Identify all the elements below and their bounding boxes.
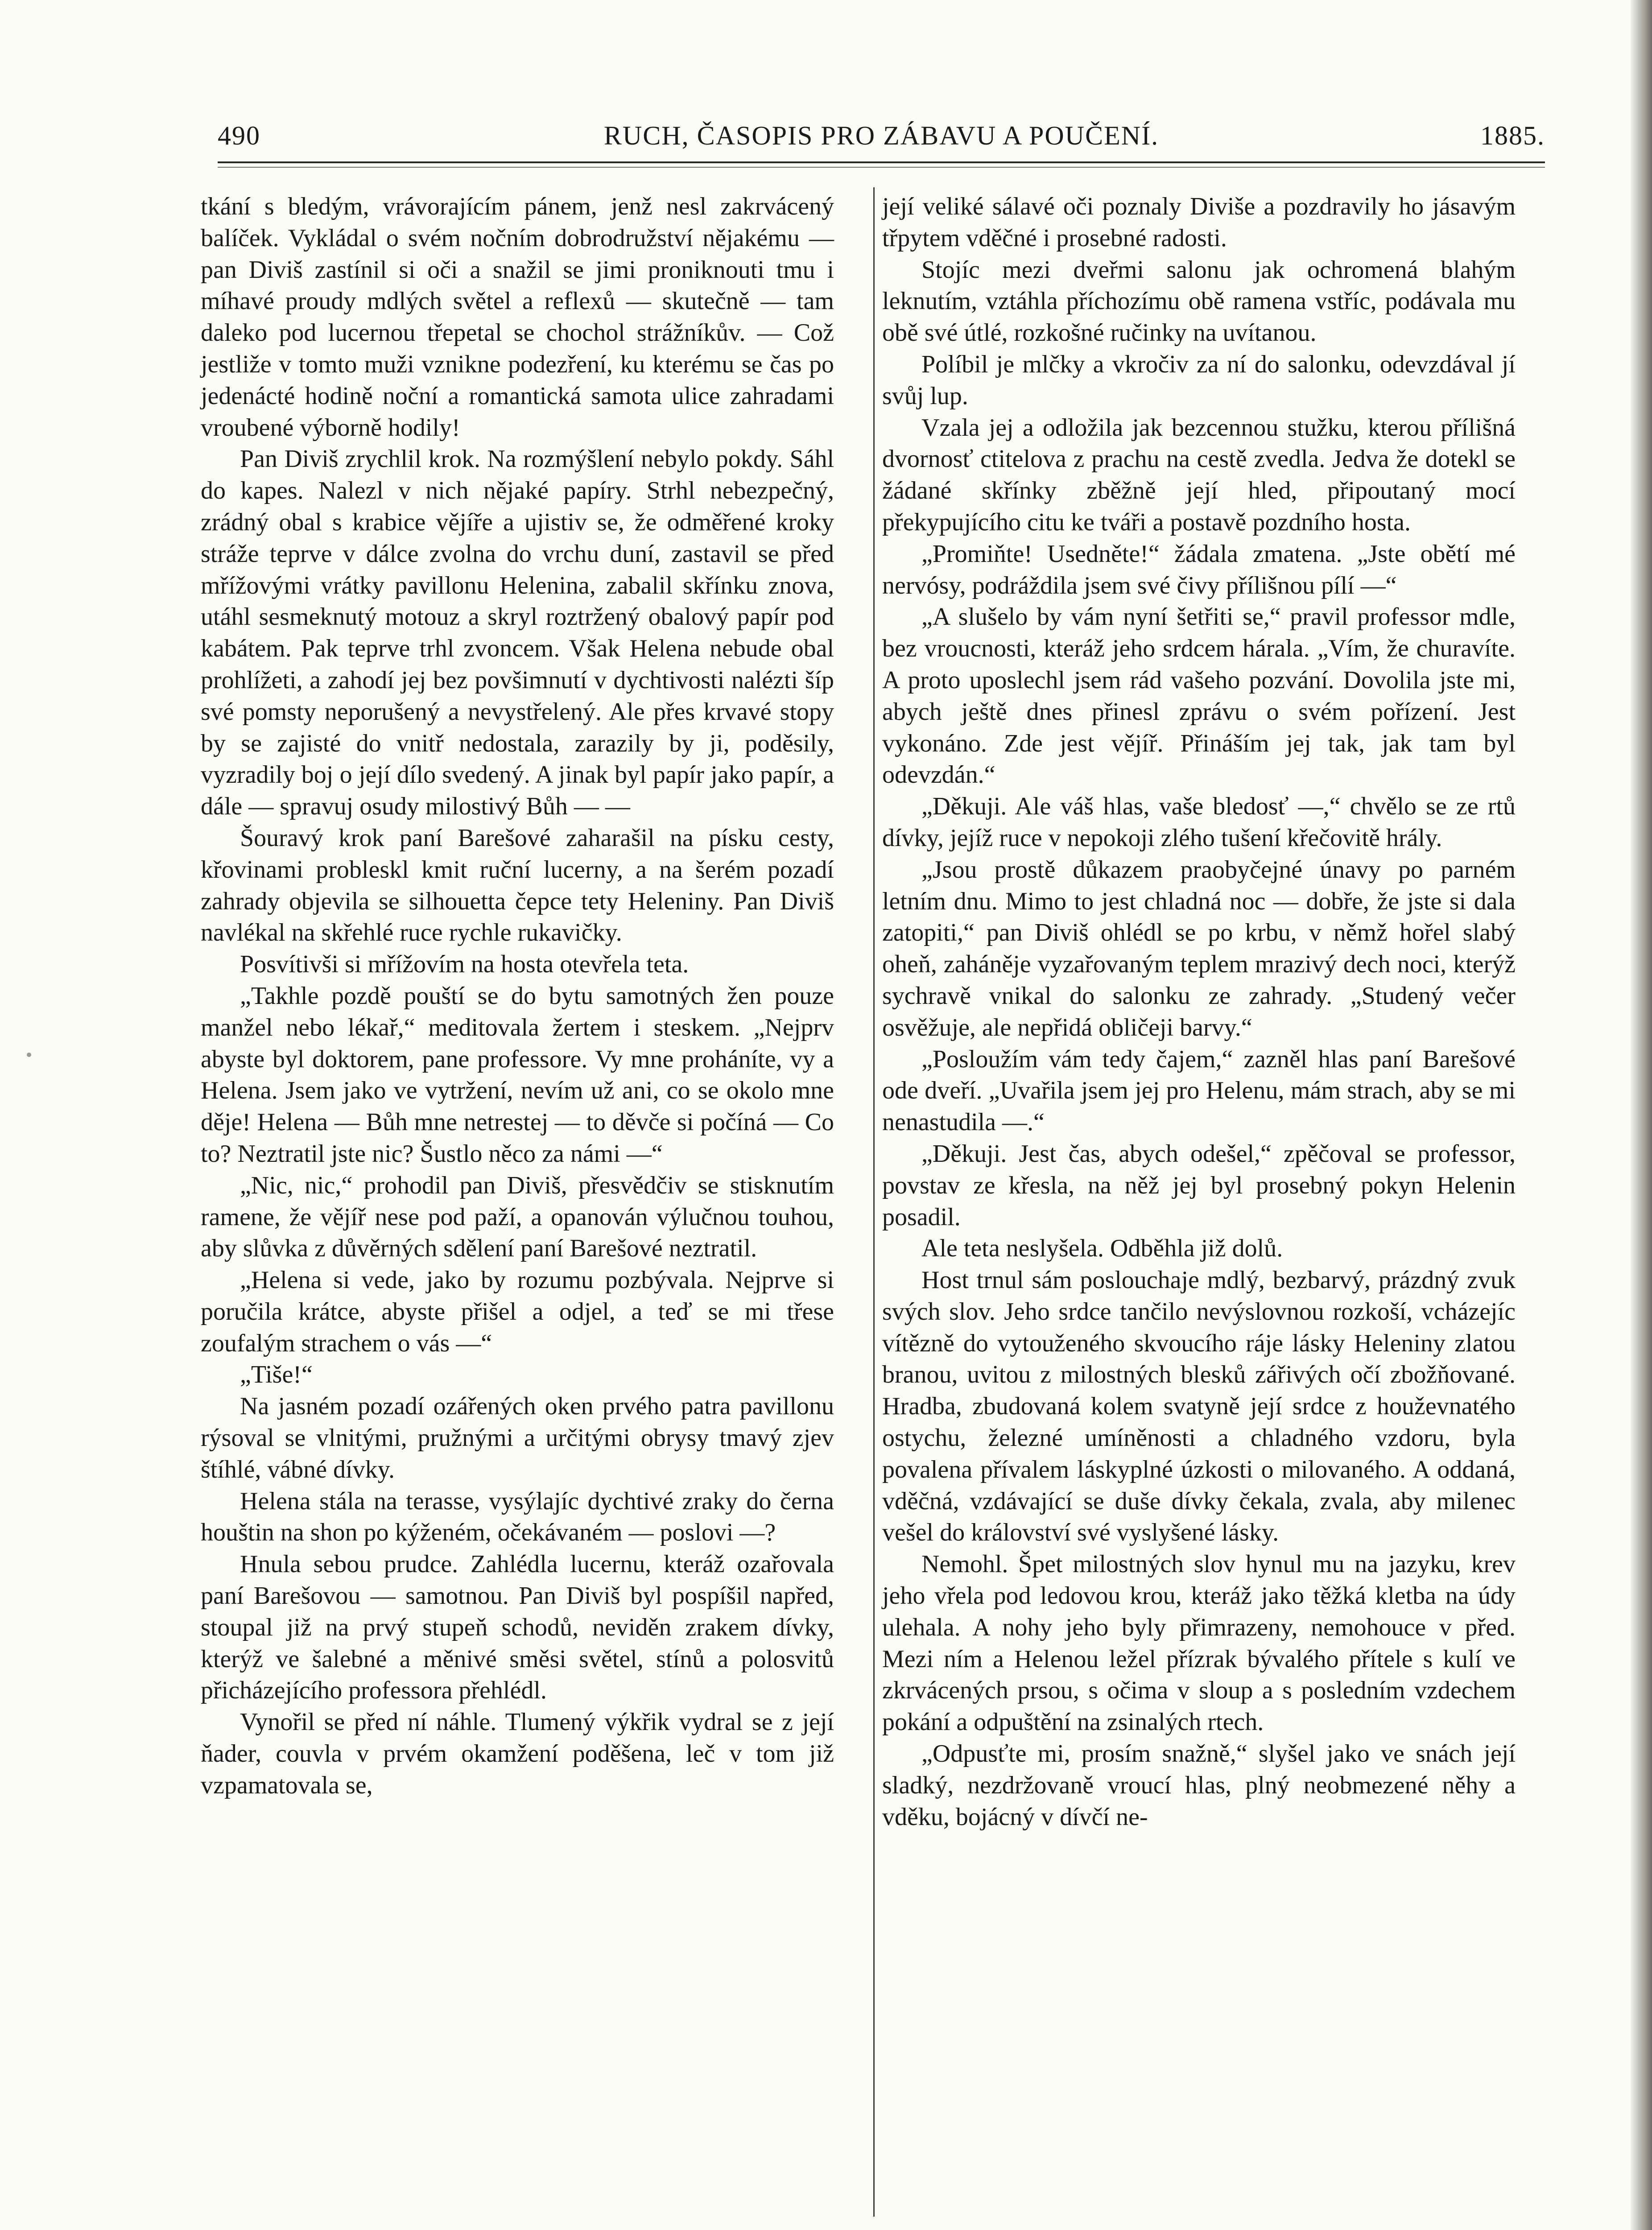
running-header: [218, 120, 1545, 161]
paragraph: „Odpusťte mi, prosím snažně,“ slyšel jako ve snách její sladký, nezdržovaně vroucí hlas, plný neobmezené něhy a vděku, bojácný v dívčí ne-: [882, 1740, 1516, 1831]
paragraph: Nemohl. Špet milostných slov hynul mu na jazyku, krev jeho vřela pod ledovou krou, kteráž jako těžká kletba na údy ulehala. A nohy jeho byly přimrazeny, nemohouce v před. Mezi ním a Helenou ležel přízrak bývalého přítele s kulí ve zkrvácených prsou, s očima v sloup a s posledním vzdechem pokání a odpuštění na zsinalých rtech.: [882, 1550, 1516, 1736]
paragraph: Na jasném pozadí ozářených oken prvého patra pavillonu rýsoval se vlnitými, pružnými a určitými obrysy tmavý zjev štíhlé, vábné dívky.: [201, 1392, 834, 1483]
publication-year: 1885.: [1480, 121, 1545, 150]
paragraph: „Posloužím vám tedy čajem,“ zazněl hlas paní Barešové ode dveří. „Uvařila jsem jej pro Helenu, mám strach, aby se mi nenastudila —.“: [882, 1045, 1516, 1136]
paragraph: Vzala jej a odložila jak bezcennou stužku, kterou přílišná dvornosť ctitelova z prachu na cestě zvedla. Jedva že dotekl se žádané skřínky zběžně její hled, připoutaný mocí překypujícího citu ke tváři a postavě pozdního hosta.: [882, 413, 1516, 536]
paragraph: „Promiňte! Usedněte!“ žádala zmatena. „Jste obětí mé nervósy, podráždila jsem své čivy přílišnou pílí —“: [882, 540, 1516, 599]
scan-speck: [27, 1053, 31, 1057]
right-column: [882, 191, 1516, 1833]
page-number: 490: [218, 121, 260, 150]
paragraph: „Jsou prostě důkazem praobyčejné únavy po parném letním dnu. Mimo to jest chladná noc — dobře, že jste si dala zatopiti,“ pan Diviš ohlédl se po krbu, v němž hořel slabý oheň, zaháněje vyzařovaným teplem mrazivý dech noci, kterýž sychravě vnikal do salonku ze zahrady. „Studený večer osvěžuje, ale nepřidá obličeji barvy.“: [882, 855, 1516, 1041]
column-divider: [873, 187, 875, 2217]
paragraph: „Takhle pozdě pouští se do bytu samotných žen pouze manžel nebo lékař,“ meditovala žertem i steskem. „Nejprv abyste byl doktorem, pane professore. Vy mne proháníte, vy a Helena. Jsem jako ve vytržení, nevím už ani, co se okolo mne děje! Helena — Bůh mne netrestej — to děvče si počíná — Co to? Neztratil jste nic? Šustlo něco za námi —“: [201, 982, 834, 1168]
header-rule: [218, 161, 1545, 163]
paragraph: Políbil je mlčky a vkročiv za ní do salonku, odevzdával jí svůj lup.: [882, 350, 1516, 410]
paragraph: „A slušelo by vám nyní šetřiti se,“ pravil professor mdle, bez vroucnosti, kteráž jeho srdcem hárala. „Vím, že churavíte. A proto uposlechl jsem rád vašeho pozvání. Dovolila jste mi, abych ještě dnes přinesl zprávu o svém pořízení. Jest vykonáno. Zde jest vějíř. Přináším jej tak, jak tam byl odevzdán.“: [882, 603, 1516, 789]
header-rule-thin: [218, 167, 1545, 168]
paragraph: „Tiše!“: [240, 1361, 313, 1389]
paragraph: Host trnul sám poslouchaje mdlý, bezbarvý, prázdný zvuk svých slov. Jeho srdce tančilo nevýslovnou rozkoší, vcházejíc vítězně do vytouženého skvoucího ráje lásky Heleniny zlatou branou, uvitou z milostných blesků zářivých očí zbožňované. Hradba, zbudovaná kolem svatyně její srdce z houževnatého ostychu, železné umíněnosti a chladného vzdoru, byla povalena přívalem láskyplné úzkosti o milovaného. A oddaná, vděčná, vzdávající se duše dívky čekala, zvala, aby milenec vešel do království své vyslyšené lásky.: [882, 1266, 1516, 1547]
paragraph: Posvítivši si mřížovím na hosta otevřela teta.: [240, 950, 689, 979]
paragraph: tkání s bledým, vrávorajícím pánem, jenž nesl zakrvácený balíček. Vykládal o svém nočním dobrodružství nějakému — pan Diviš zastínil si oči a snažil se jimi proniknouti tmu i míhavé proudy mdlých světel a reflexů — skutečně — tam daleko pod lucernou třepetal se chochol strážníkův. — Což jestliže v tomto muži vznikne podezření, ku kterému se čas po jedenácté hodině noční a romantická samota ulice zahradami vroubené výborně hodily!: [201, 193, 834, 442]
paragraph: Helena stála na terasse, vysýlajíc dychtivé zraky do černa houštin na shon po kýženém, očekávaném — poslovi —?: [201, 1487, 834, 1547]
paragraph: její veliké sálavé oči poznaly Diviše a pozdravily ho jásavým třpytem vděčné i prosebné radosti.: [882, 193, 1516, 252]
paragraph: Hnula sebou prudce. Zahlédla lucernu, kteráž ozařovala paní Barešovou — samotnou. Pan Diviš byl pospíšil napřed, stoupal již na prvý stupeň schodů, neviděn zrakem dívky, kterýž ve šalebné a měnivé směsi světel, stínů a polosvitů přicházejícího professora přehlédl.: [201, 1550, 834, 1705]
paragraph: „Nic, nic,“ prohodil pan Diviš, přesvědčiv se stisknutím ramene, že vějíř nese pod paží, a opanován výlučnou touhou, aby slůvka z důvěrných sdělení paní Barešové neztratil.: [201, 1171, 834, 1263]
paragraph: Ale teta neslyšela. Odběhla již dolů.: [921, 1235, 1283, 1263]
paragraph: Šouravý krok paní Barešové zaharašil na písku cesty, křovinami probleskl kmit ruční lucerny, a na šerém pozadí zahrady objevila se silhouetta čepce tety Heleniny. Pan Diviš navlékal na skřehlé ruce rychle rukavičky.: [201, 824, 834, 947]
scan-page-edge: [1631, 0, 1652, 2230]
paragraph: „Děkuji. Ale váš hlas, vaše bledosť —,“ chvělo se ze rtů dívky, jejíž ruce v nepokoji zlého tušení křečovitě hrály.: [882, 793, 1516, 852]
paragraph: „Helena si vede, jako by rozumu pozbývala. Nejprve si poručila krátce, abyste přišel a odjel, a teď se mi třese zoufalým strachem o vás —“: [201, 1266, 834, 1357]
paragraph: Stojíc mezi dveřmi salonu jak ochromená blahým leknutím, vztáhla příchozímu obě ramena vstříc, podávala mu obě své útlé, rozkošné ručinky na uvítanou.: [882, 256, 1516, 347]
journal-title: RUCH, ČASOPIS PRO ZÁBAVU A POUČENÍ.: [603, 121, 1159, 150]
left-column: [201, 191, 834, 1801]
paragraph: Pan Diviš zrychlil krok. Na rozmýšlení nebylo pokdy. Sáhl do kapes. Nalezl v nich nějaké papíry. Strhl nebezpečný, zrádný obal s krabice vějíře a ujistiv se, že odměřené kroky stráže teprve v dálce zvolna do vrchu duní, zastavil se před mřížovými vrátky pavillonu Helenina, zabalil skřínku znova, utáhl sesmeknutý motouz a skryl roztržený obalový papír pod kabátem. Pak teprve trhl zvoncem. Však Helena nebude obal prohlížeti, a zahodí jej bez povšimnutí v dychtivosti nalézti šíp své pomsty neporušený a nevystřelený. Ale přes krvavé stopy by se zajisté do vnitř nedostala, zarazily by ji, poděsily, vyzradily boj o její dílo svedený. A jinak byl papír jako papír, a dále — spravuj osudy milostivý Bůh — —: [201, 445, 834, 821]
paragraph: „Děkuji. Jest čas, abych odešel,“ zpěčoval se professor, povstav ze křesla, na něž jej byl prosebný pokyn Helenin posadil.: [882, 1140, 1516, 1231]
paragraph: Vynořil se před ní náhle. Tlumený výkřik vydral se z její ňader, couvla v prvém okamžení poděšena, leč v tom již vzpamatovala se,: [201, 1708, 834, 1799]
